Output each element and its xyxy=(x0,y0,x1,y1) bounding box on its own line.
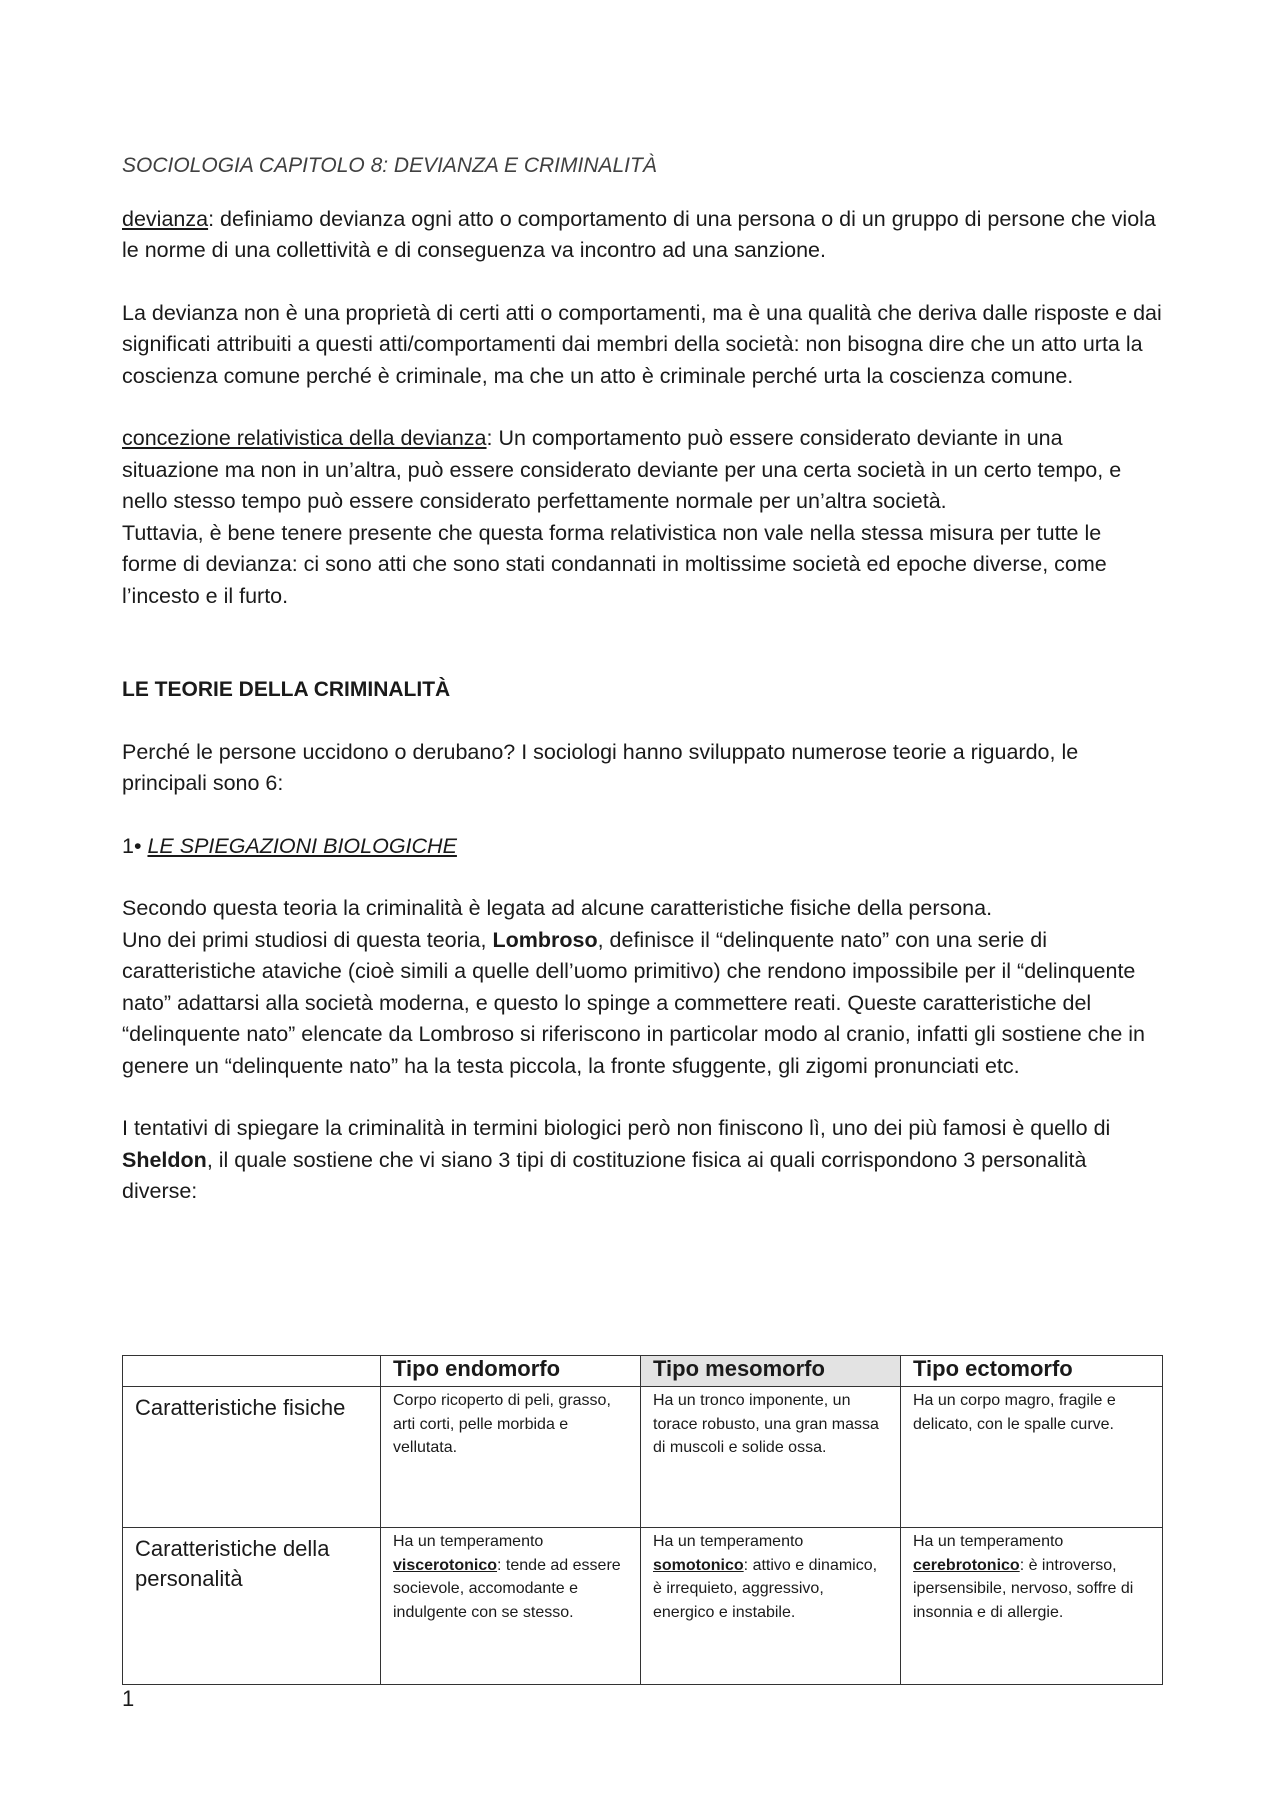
cell-mesomorfo-personalita: Ha un temperamento somotonico: attivo e dinamico, è irrequieto, aggressivo, energico e instabile. xyxy=(641,1528,901,1685)
term-relativistica: concezione relativistica della devianza xyxy=(122,426,487,450)
row-label-personalita: Caratteristiche della personalità xyxy=(123,1528,381,1685)
cell-ectomorfo-fisiche: Ha un corpo magro, fragile e delicato, con le spalle curve. xyxy=(901,1387,1163,1528)
term-devianza: devianza xyxy=(122,206,209,231)
table-header-endomorfo: Tipo endomorfo xyxy=(381,1356,641,1387)
paragraph-devianza: devianza: definiamo devianza ogni atto o comportamento di una persona o di un gruppo di persone che viola le norme di una collettività e di conseguenza va incontro ad una sanzione. xyxy=(122,206,1156,262)
table-header-mesomorfo: Tipo mesomorfo xyxy=(641,1356,901,1387)
paragraph-perche: Perché le persone uccidono o derubano? I sociologi hanno sviluppato numerose teorie a riguardo, le principali sono 6: xyxy=(122,739,1079,795)
table-header-row xyxy=(123,1356,1163,1387)
page-number: 1 xyxy=(122,1686,135,1711)
paragraph-tuttavia: Tuttavia, è bene tenere presente che questa forma relativistica non vale nella stessa misura per tutte le forme di devianza: ci sono atti che sono stati condannati in moltissime società ed epoche diverse, come l’incesto e il furto. xyxy=(122,520,1107,608)
document-title: SOCIOLOGIA CAPITOLO 8: DEVIANZA E CRIMINALITÀ xyxy=(122,154,657,177)
subsection-heading: 1• LE SPIEGAZIONI BIOLOGICHE xyxy=(122,833,457,858)
table-row xyxy=(123,1528,1163,1685)
cell-ectomorfo-personalita: Ha un temperamento cerebrotonico: è introverso, ipersensibile, nervoso, soffre di insonnia e di allergie. xyxy=(901,1528,1163,1685)
paragraph-lombroso: Uno dei primi studiosi di questa teoria, Lombroso, definisce il “delinquente nato” con una serie di caratteristiche ataviche (cioè simili a quelle dell’uomo primitivo) che rendono impossibile per il “delinquente nato” adattarsi alla società moderna, e questo lo spinge a commettere reati. Queste caratteristiche del “delinquente nato” elencate da Lombroso si riferiscono in particolar modo al cranio, infatti gli sostiene che in genere un “delinquente nato” ha la testa piccola, la fronte sfuggente, gli zigomi pronunciati etc. xyxy=(122,927,1146,1078)
paragraph-relativistica: concezione relativistica della devianza: Un comportamento può essere considerato deviante in una situazione ma non in un’altra, può essere considerato deviante per una certa società in un certo tempo, e nello stesso tempo può essere considerato perfettamente normale per un’altra società. xyxy=(122,426,1122,513)
cell-endomorfo-fisiche: Corpo ricoperto di peli, grasso, arti corti, pelle morbida e vellutata. xyxy=(381,1387,641,1528)
table-row xyxy=(123,1387,1163,1528)
document-body xyxy=(122,150,1162,1208)
paragraph-secondo: Secondo questa teoria la criminalità è legata ad alcune caratteristiche fisiche della persona. xyxy=(122,896,993,920)
row-label-fisiche: Caratteristiche fisiche xyxy=(123,1387,381,1528)
cell-endomorfo-personalita: Ha un temperamento viscerotonico: tende ad essere socievole, accomodante e indulgente con se stesso. xyxy=(381,1528,641,1685)
table-header-ectomorfo: Tipo ectomorfo xyxy=(901,1356,1163,1387)
sheldon-table xyxy=(122,1355,1163,1685)
paragraph-devianza-qualita: La devianza non è una proprietà di certi atti o comportamenti, ma è una qualità che deriva dalle risposte e dai significati attribuiti a questi atti/comportamenti dai membri della società: non bisogna dire che un atto urta la coscienza comune perché è criminale, ma che un atto è criminale perché urta la coscienza comune. xyxy=(122,300,1162,388)
paragraph-sheldon: I tentativi di spiegare la criminalità in termini biologici però non finiscono lì, uno dei più famosi è quello di Sheldon, il quale sostiene che vi siano 3 tipi di costituzione fisica ai quali corrispondono 3 personalità diverse: xyxy=(122,1116,1111,1203)
table-header-empty xyxy=(123,1356,381,1387)
cell-mesomorfo-fisiche: Ha un tronco imponente, un torace robusto, una gran massa di muscoli e solide ossa. xyxy=(641,1387,901,1528)
section-heading: LE TEORIE DELLA CRIMINALITÀ xyxy=(122,678,451,701)
